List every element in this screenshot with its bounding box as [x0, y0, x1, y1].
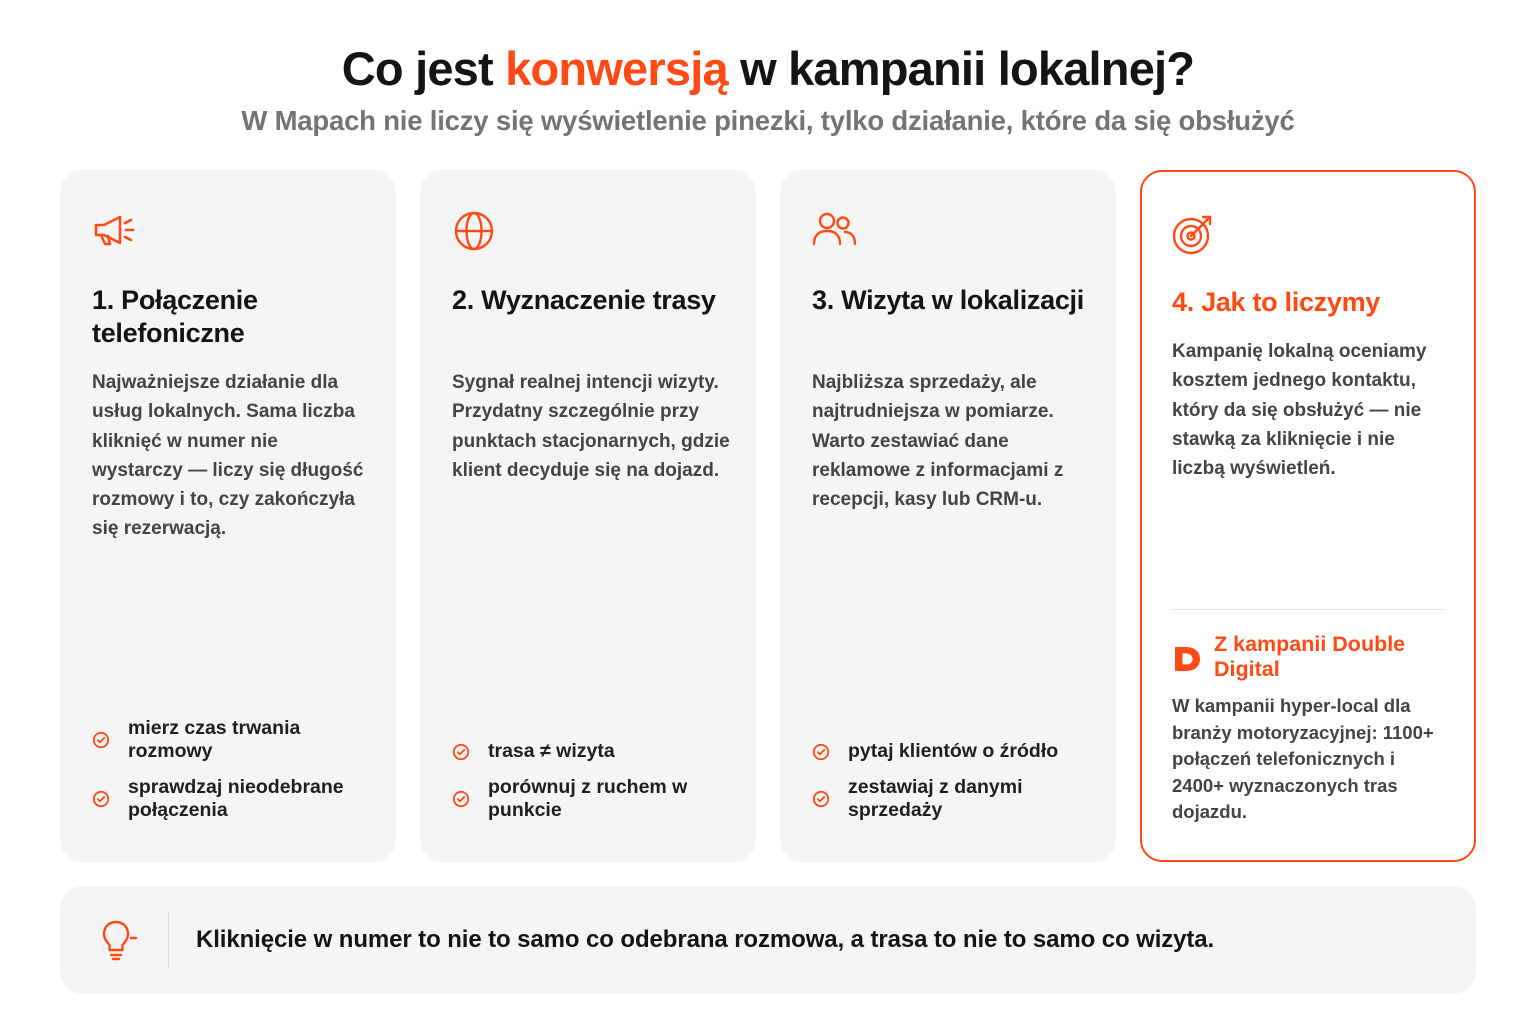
case-study-heading: Z kampanii Double Digital [1214, 632, 1406, 681]
checklist [92, 717, 376, 822]
checklist-label: porównuj z ruchem w punkcie [488, 776, 688, 821]
card-route [420, 170, 756, 862]
check-circle-icon [452, 790, 470, 808]
check-circle-icon [812, 790, 830, 808]
card-description: Kampanię lokalną oceniamy kosztem jednego kontaktu, który da się obsłużyć — nie stawką za kliknięcie i nie liczbą wyświetleń. [1172, 341, 1427, 480]
checklist-label: pytaj klientów o źródło [848, 740, 1059, 762]
users-icon [812, 210, 862, 254]
page-header [0, 40, 1536, 138]
page-title [0, 40, 1536, 98]
card-visit [780, 170, 1116, 862]
card-phone-call [60, 170, 396, 862]
page-subtitle: W Mapach nie liczy się wyświetlenie pinezki, tylko działanie, które da się obsłużyć [241, 105, 1295, 136]
checklist-label: zestawiaj z danymi sprzedaży [848, 776, 1023, 821]
check-circle-icon [452, 743, 470, 761]
megaphone-icon [92, 210, 142, 254]
globe-icon [452, 210, 502, 254]
card-title: 2. Wyznaczenie trasy [452, 285, 716, 315]
title-start: Co jest [341, 42, 506, 95]
lightbulb-icon [98, 918, 138, 962]
title-end: w kampanii lokalnej? [727, 42, 1195, 95]
card-title: 1. Połączenie telefoniczne [92, 285, 258, 348]
double-digital-logo-icon [1172, 644, 1202, 674]
check-circle-icon [92, 731, 110, 749]
target-icon [1172, 212, 1222, 256]
card-description: Sygnał realnej intencji wizyty. Przydatny szczególnie przy punktach stacjonarnych, gdzie klient decyduje się na dojazd. [452, 372, 730, 481]
checklist [452, 740, 736, 822]
checklist [812, 740, 1096, 822]
divider [1172, 609, 1444, 610]
card-how-we-count [1140, 170, 1476, 862]
card-title: 3. Wizyta w lokalizacji [812, 285, 1084, 315]
case-study-text: W kampanii hyper-local dla branży motoryzacyjnej: 1100+ połączeń telefonicznych i 2400+ wyznaczonych tras dojazdu. [1172, 695, 1434, 822]
card-title: 4. Jak to liczymy [1172, 287, 1381, 317]
card-description: Najbliższa sprzedaży, ale najtrudniejsza w pomiarze. Warto zestawiać dane reklamowe z informacjami z recepcji, kasy lub CRM-u. [812, 372, 1064, 511]
checklist-item [452, 740, 736, 763]
banner-text: Kliknięcie w numer to nie to samo co odebrana rozmowa, a trasa to nie to samo co wizyta. [196, 926, 1215, 953]
card-description: Najważniejsze działanie dla usług lokalnych. Sama liczba kliknięć w numer nie wystarczy — liczy się długość rozmowy i to, czy zakończyła się rezerwacją. [92, 372, 364, 540]
checklist-item [812, 740, 1096, 763]
check-circle-icon [812, 743, 830, 761]
banner-separator [168, 912, 169, 968]
checklist-item [452, 776, 736, 822]
check-circle-icon [92, 790, 110, 808]
title-accent-word: konwersją [505, 42, 728, 95]
checklist-label: sprawdzaj nieodebrane połączenia [128, 776, 344, 821]
case-study-header [1172, 632, 1454, 682]
checklist-item [92, 717, 376, 763]
tip-banner [60, 886, 1476, 994]
checklist-label: trasa ≠ wizyta [488, 740, 615, 762]
checklist-item [812, 776, 1096, 822]
checklist-item [92, 776, 376, 822]
checklist-label: mierz czas trwania rozmowy [128, 717, 301, 762]
